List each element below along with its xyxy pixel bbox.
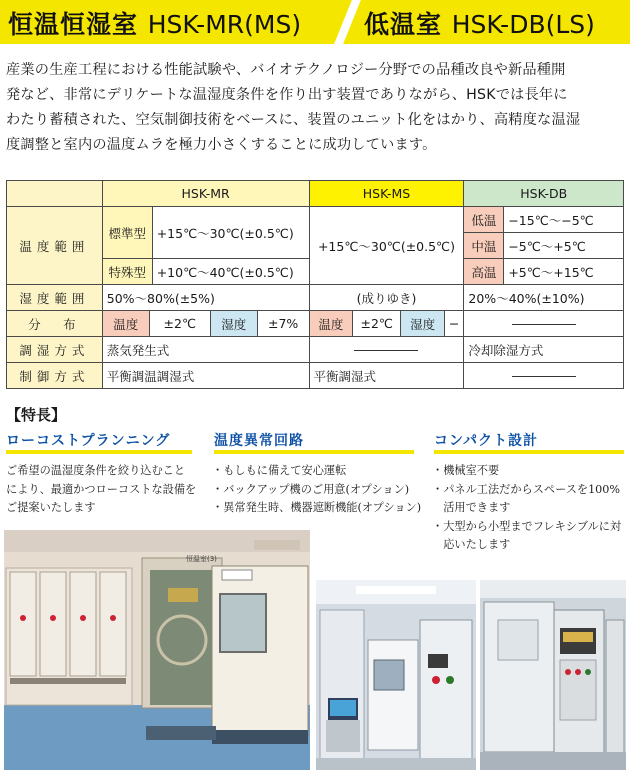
db-high-label: 高温 [464, 259, 504, 285]
mr-special-value: +10℃～40℃(±0.5℃) [152, 259, 309, 285]
db-distribution-cell [464, 311, 624, 337]
row-label-control: 制御方式 [7, 363, 103, 389]
db-control-cell [464, 363, 624, 389]
feature-line: ご提案いたします [6, 501, 96, 514]
ms-temp-value: +15℃～30℃(±0.5℃) [309, 207, 464, 285]
compact-unit-illustration [480, 580, 626, 770]
db-low-label: 低温 [464, 207, 504, 233]
header-left-title: 恒温恒湿室 [8, 10, 139, 39]
feature-line: ・もしもに備えて安心運転 [212, 464, 347, 477]
ms-dist-hum-label: 湿度 [401, 311, 445, 336]
row-label-distribution: 分 布 [7, 311, 103, 337]
intro-line: 産業の生産工程における性能試験や、バイオテクノロジー分野での品種改良や新品種開 [6, 62, 566, 78]
feature-title-temp-alarm: 温度異常回路 [214, 433, 304, 449]
ms-humid-method-cell [309, 337, 464, 363]
ms-dist-temp-value: ±2℃ [353, 311, 401, 336]
ms-humidity-value: (成りゆき) [309, 285, 464, 311]
header-hsk-ms: HSK-MS [309, 181, 464, 207]
row-label-temp-range: 温度範囲 [7, 207, 103, 285]
feature-body-temp-alarm [212, 462, 421, 518]
feature-body-low-cost [6, 462, 196, 518]
mr-dist-temp-value: ±2℃ [149, 311, 210, 336]
header-left-model: HSK-MR(MS) [147, 10, 302, 39]
feature-line: 応いたします [432, 538, 511, 551]
db-low-value: −15℃～−5℃ [504, 207, 624, 233]
chamber-door-illustration [4, 530, 310, 770]
mr-distribution-subtable [103, 311, 309, 336]
feature-line: ・機械室不要 [432, 464, 500, 477]
mr-dist-hum-label: 湿度 [210, 311, 257, 336]
control-room-illustration [316, 580, 476, 770]
header-title-right [364, 5, 595, 41]
mr-std-label: 標準型 [102, 207, 152, 259]
feature-line: により、最適かつローコストな設備を [6, 482, 197, 496]
feature-underline [6, 450, 192, 454]
door-sign-label: 恒温室(3) [186, 555, 217, 563]
feature-title-low-cost: ローコストプランニング [6, 433, 171, 449]
feature-underline [214, 450, 414, 454]
db-high-value: +5℃～+15℃ [504, 259, 624, 285]
header-title-left [8, 5, 301, 41]
feature-line: ・異常発生時、機器遮断機能(オプション) [212, 501, 422, 514]
intro-paragraph [6, 58, 626, 158]
photo-control-room [316, 580, 476, 770]
feature-line: ・バックアップ機のご用意(オプション) [212, 482, 410, 496]
mr-control-value: 平衡調温調湿式 [102, 363, 309, 389]
empty-dash [512, 376, 576, 377]
features-title: 【特長】 [6, 406, 67, 424]
intro-line: 発など、非常にデリケートな温湿度条件を作り出す装置でありながら、HSKでは長年に [6, 87, 568, 103]
photo-chamber-door [4, 530, 310, 770]
empty-dash [354, 350, 418, 351]
header-right-model: HSK-DB(LS) [451, 10, 595, 39]
mr-humid-method-value: 蒸気発生式 [102, 337, 309, 363]
row-label-humid-method: 調湿方式 [7, 337, 103, 363]
mr-dist-temp-label: 温度 [103, 311, 150, 336]
db-humidity-value: 20%～40%(±10%) [464, 285, 624, 311]
mr-special-label: 特殊型 [102, 259, 152, 285]
ms-distribution-cell [309, 311, 464, 337]
header-hsk-db: HSK-DB [464, 181, 624, 207]
header-right-title: 低温室 [364, 10, 443, 39]
table-corner-cell [7, 181, 103, 207]
ms-control-value: 平衡調湿式 [309, 363, 464, 389]
mr-humidity-value: 50%～80%(±5%) [102, 285, 309, 311]
mr-dist-hum-value: ±7% [257, 311, 308, 336]
feature-line: ・大型から小型までフレキシブルに対 [432, 519, 622, 533]
db-humid-method-value: 冷却除湿方式 [464, 337, 624, 363]
feature-title-compact: コンパクト設計 [434, 433, 539, 449]
page-header [0, 0, 630, 46]
intro-line: わたり蓄積された、空気制御技術をベースに、装置のユニット化をはかり、高精度な温湿 [6, 112, 581, 128]
photo-compact-unit [480, 580, 626, 770]
ms-dist-hum-value: − [444, 311, 463, 336]
ms-dist-temp-label: 温度 [310, 311, 353, 336]
header-hsk-mr: HSK-MR [102, 181, 309, 207]
intro-line: 度調整と室内の温度ムラを極力小さくすることに成功しています。 [6, 137, 437, 153]
feature-body-compact [432, 462, 621, 555]
row-label-humidity-range: 湿度範囲 [7, 285, 103, 311]
feature-underline [434, 450, 624, 454]
ms-distribution-subtable [310, 311, 464, 336]
empty-dash [512, 324, 576, 325]
db-mid-label: 中温 [464, 233, 504, 259]
feature-line: 活用できます [432, 501, 511, 514]
mr-std-value: +15℃～30℃(±0.5℃) [152, 207, 309, 259]
feature-line: ・パネル工法だからスペースを100% [432, 482, 621, 496]
mr-distribution-cell [102, 311, 309, 337]
db-mid-value: −5℃～+5℃ [504, 233, 624, 259]
spec-table [6, 180, 624, 389]
feature-line: ご希望の温湿度条件を絞り込むこと [6, 464, 186, 477]
